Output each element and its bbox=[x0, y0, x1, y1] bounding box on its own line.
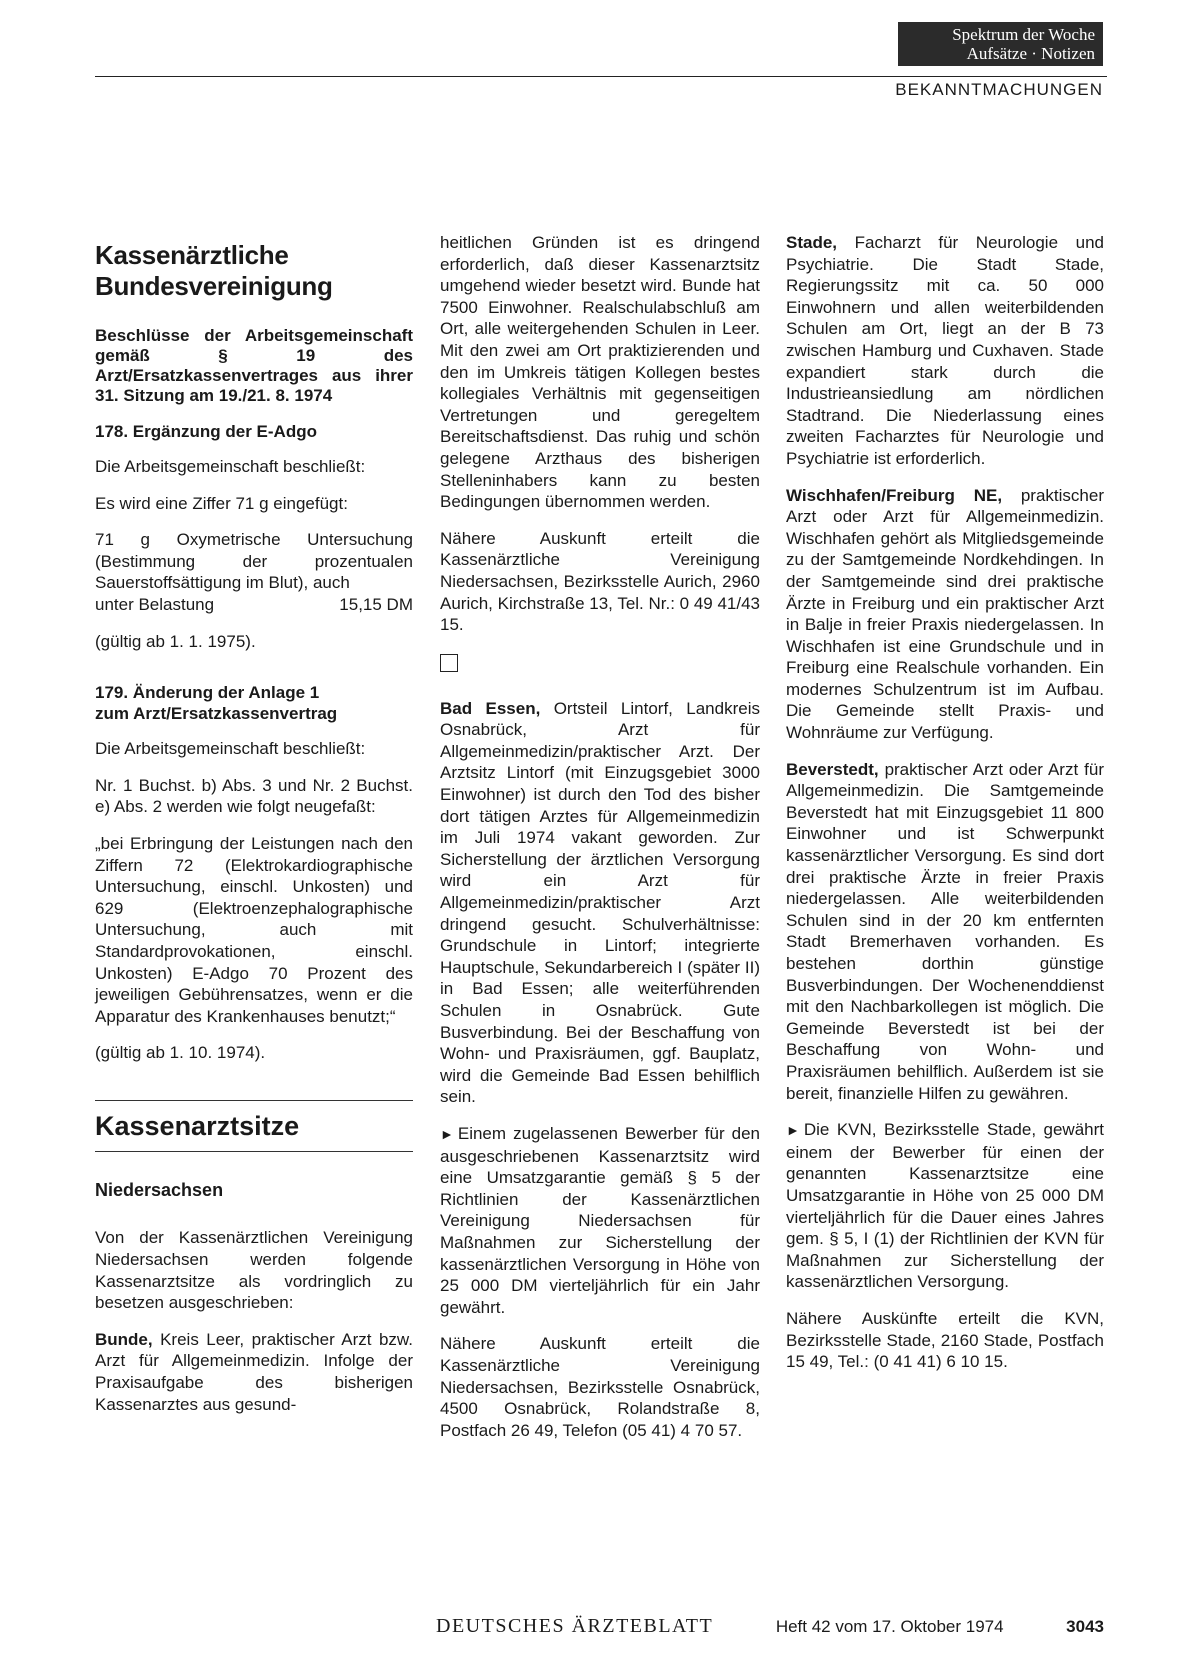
section-179-paragraph-1: Die Arbeitsgemeinschaft beschließt: bbox=[95, 739, 366, 759]
listing-wischhafen-place: Wischhafen/Freiburg NE, bbox=[786, 485, 1003, 505]
listing-bunde-place: Bunde, bbox=[95, 1329, 153, 1349]
section-178-price-label: unter Belastung bbox=[95, 594, 215, 614]
section-179-paragraph-2: Nr. 1 Buchst. b) Abs. 3 und Nr. 2 Buchst. e) Abs. 2 werden wie folgt neugefaßt: bbox=[95, 775, 413, 817]
contact-aurich: Nähere Auskunft erteilt die Kassenärztliche Vereinigung Niedersachsen, Bezirksstelle Aurich, 2960 Aurich, Kirchstraße 13, Tel. Nr.: 0 49 41/43 15. bbox=[440, 528, 761, 635]
guarantee-osnabrueck bbox=[440, 1123, 760, 1318]
listing-beverstedt bbox=[786, 759, 1104, 1105]
section-label: BEKANNTMACHUNGEN bbox=[895, 80, 1103, 99]
listing-bad-essen-place: Bad Essen, bbox=[440, 698, 541, 718]
section-rule-bottom bbox=[95, 1151, 413, 1152]
region-heading: Niedersachsen bbox=[95, 1179, 224, 1200]
column-2 bbox=[440, 232, 760, 1456]
listing-beverstedt-place: Beverstedt, bbox=[786, 759, 879, 779]
journal-name: DEUTSCHES ÄRZTEBLATT bbox=[436, 1615, 714, 1637]
section-badge bbox=[898, 22, 1103, 66]
section-179-heading-line1: 179. Änderung der Anlage 1 bbox=[95, 683, 320, 703]
listing-stade bbox=[786, 232, 1104, 470]
listing-stade-place: Stade, bbox=[786, 233, 838, 252]
listing-wischhafen bbox=[786, 485, 1104, 744]
section-178-paragraph-1: Die Arbeitsgemeinschaft beschließt: bbox=[95, 457, 366, 476]
listing-bunde-text: Kreis Leer, praktischer Arzt bzw. Arzt für Allgemeinmedizin. Infolge der Praxisaufgabe des bisherigen Kassenarztes aus gesund- bbox=[95, 1329, 413, 1414]
section-178-price-row bbox=[95, 594, 413, 616]
resolution-heading: Beschlüsse der Arbeitsgemeinschaft gemäß § 19 des Arzt/Ersatzkassenvertrages aus ihrer 31. Sitzung am 19./21. 8. 1974 bbox=[95, 326, 413, 405]
page-footer bbox=[436, 1615, 1104, 1638]
section-178-paragraph-3: 71 g Oxymetrische Untersuchung (Bestimmung der prozentualen Sauerstoffsättigung im Blut), auch bbox=[95, 530, 413, 593]
separator-box bbox=[440, 654, 458, 672]
listing-beverstedt-text: praktischer Arzt oder Arzt für Allgemeinmedizin. Die Samtgemeinde Beverstedt hat mit Einzugsgebiet 11 800 Einwohner und ist Schwerpunkt kassenärztlicher Versorgung. Es sind dort drei praktische Ärzte in freier Praxis niedergelassen. Alle weiterbildenden Schulen sind in der 20 km entfernten Stadt Bremerhaven vorhanden. Es bestehen dorthin günstige Busverbindungen. Der Wochenenddienst mit den Nachbarkollegen ist möglich. Die Gemeinde Beverstedt ist bei der Beschaffung von Wohn- und Praxisräumen behilflich. Außerdem ist sie bereit, finanzielle Hilfen zu gewähren. bbox=[786, 759, 1104, 1103]
contact-osnabrueck: Nähere Auskunft erteilt die Kassenärztliche Vereinigung Niedersachsen, Bezirksstelle Osnabrück, 4500 Osnabrück, Rolandstraße 8, Postfach 26 49, Telefon (05 41) 4 70 57. bbox=[440, 1334, 760, 1440]
guarantee-osnabrueck-text: Einem zugelassenen Bewerber für den ausgeschriebenen Kassenarztsitz wird eine Umsatzgarantie gemäß § 5 der Richtlinien der Kassenärztlichen Vereinigung Niedersachsen für Maßnahmen zur Sicherstellung der kassenärztlichen Versorgung in Höhe von 25 000 DM vierteljährlich für ein Jahr gewährt. bbox=[440, 1123, 760, 1317]
listing-stade-text: Facharzt für Neurologie und Psychiatrie. Die Stadt Stade, Regierungssitz mit ca. 50 000 Einwohnern und allen weiterbildenden Schulen am Ort, liegt an der B 73 zwischen Hamburg und Cuxhaven. Stade expandiert stark durch die Industrieansiedlung am nördlichen Stadtrand. Die Niederlassung eines zweiten Facharztes für Neurologie und Psychiatrie ist erforderlich. bbox=[786, 233, 1104, 468]
contact-stade: Nähere Auskünfte erteilt die KVN, Bezirksstelle Stade, 2160 Stade, Postfach 15 49, Tel.: (0 41 41) 6 10 15. bbox=[786, 1308, 1104, 1372]
section-178-price: 15,15 DM bbox=[339, 594, 413, 614]
arrow-icon: ► bbox=[440, 1125, 454, 1142]
issue-info: Heft 42 vom 17. Oktober 1974 bbox=[775, 1617, 1004, 1636]
listing-bunde-continued: heitlichen Gründen ist es dringend erforderlich, daß dieser Kassenarztsitz umgehend wieder besetzt wird. Bunde hat 7500 Einwohner. Realschulabschluß am Ort, alle weitergehenden Schulen in Leer. Mit den zwei am Ort praktizierenden und den im Umkreis tätigen Kollegen bestes kollegiales Verhältnis mit gegenseitigen Vertretungen und geregeltem Bereitschaftsdienst. Das ruhig und schön gelegene Arzthaus des bisherigen Stelleninhabers kann zu besten Bedingungen übernommen werden. bbox=[440, 233, 760, 512]
listing-wischhafen-text: praktischer Arzt oder Arzt für Allgemeinmedizin. Wischhafen gehört als Mitgliedsgemeinde zu der Samtgemeinde Nordkehdingen. In der Samtgemeinde sind drei praktische Ärzte in Freiburg und ein praktischer Arzt in Balje in freier Praxis niedergelassen. In Wischhafen ist eine Grundschule und in Freiburg eine Realschule vorhanden. Ein modernes Schulzentrum ist im Aufbau. Die Gemeinde stellt Praxis- und Wohnräume zur Verfügung. bbox=[786, 485, 1104, 743]
column-1 bbox=[95, 232, 413, 1430]
section-179-valid-from: (gültig ab 1. 10. 1974). bbox=[95, 1043, 266, 1063]
kassenarztsitze-title: Kassenarztsitze bbox=[95, 1110, 300, 1141]
intro-paragraph: Von der Kassenärztlichen Vereinigung Niedersachsen werden folgende Kassenarztsitze als vordringlich zu besetzen ausgeschrieben: bbox=[95, 1228, 413, 1313]
section-badge-line2: Aufsätze · Notizen bbox=[966, 44, 1095, 63]
section-178-heading: 178. Ergänzung der E-Adgo bbox=[95, 422, 317, 441]
section-179-heading bbox=[95, 682, 413, 724]
article-title-line1: Kassenärztliche bbox=[95, 240, 289, 270]
page-number: 3043 bbox=[1066, 1617, 1104, 1636]
section-rule-top bbox=[95, 1100, 413, 1101]
column-3 bbox=[786, 232, 1104, 1388]
section-178-valid-from: (gültig ab 1. 1. 1975). bbox=[95, 631, 256, 651]
article-title bbox=[95, 240, 413, 302]
header-rule bbox=[95, 76, 1107, 77]
section-179-quote: „bei Erbringung der Leistungen nach den Ziffern 72 (Elektrokardiographische Untersuchung, einschl. Unkosten) und 629 (Elektroenzephalographische Untersuchung, auch mit Standardprovokationen, einschl. Unkosten) E-Adgo 70 Prozent des jeweiligen Gebührensatzes, wenn er die Apparatur des Krankenhauses benutzt;“ bbox=[95, 833, 413, 1026]
guarantee-stade-text: Die KVN, Bezirksstelle Stade, gewährt einem der Bewerber für einen der genannten Kassenarztsitze eine Umsatzgarantie in Höhe von 25 000 DM vierteljährlich für die Dauer eines Jahres gem. § 5, I (1) der Richtlinien der KVN für Maßnahmen zur Sicherstellung der kassenärztlichen Versorgung. bbox=[786, 1120, 1104, 1292]
section-178-paragraph-2: Es wird eine Ziffer 71 g eingefügt: bbox=[95, 493, 348, 513]
section-badge-line1: Spektrum der Woche bbox=[952, 25, 1095, 44]
listing-bunde bbox=[95, 1329, 413, 1415]
listing-bad-essen bbox=[440, 698, 760, 1108]
section-179-heading-line2: zum Arzt/Ersatzkassenvertrag bbox=[95, 704, 338, 724]
arrow-icon: ► bbox=[786, 1122, 800, 1139]
guarantee-stade bbox=[786, 1119, 1104, 1293]
listing-bad-essen-text: Ortsteil Lintorf, Landkreis Osnabrück, Arzt für Allgemeinmedizin/praktischer Arzt. Der Arztsitz Lintorf (mit Einzugsgebiet 3000 Einwohner) ist durch den Tod des bisher dort tätigen Arztes für Allgemeinmedizin im Juli 1974 vakant geworden. Zur Sicherstellung der ärztlichen Versorgung wird ein Arzt für Allgemeinmedizin/praktischer Arzt dringend gesucht. Schulverhältnisse: Grundschule in Lintorf; integrierte Hauptschule, Sekundarbereich I (später II) in Bad Essen; alle weiterführenden Schulen in Osnabrück. Gute Busverbindung. Bei der Beschaffung von Wohn- und Praxisräumen, ggf. Bauplatz, wird die Gemeinde Bad Essen behilflich sein. bbox=[440, 698, 760, 1107]
article-title-line2: Bundesvereinigung bbox=[95, 271, 333, 301]
